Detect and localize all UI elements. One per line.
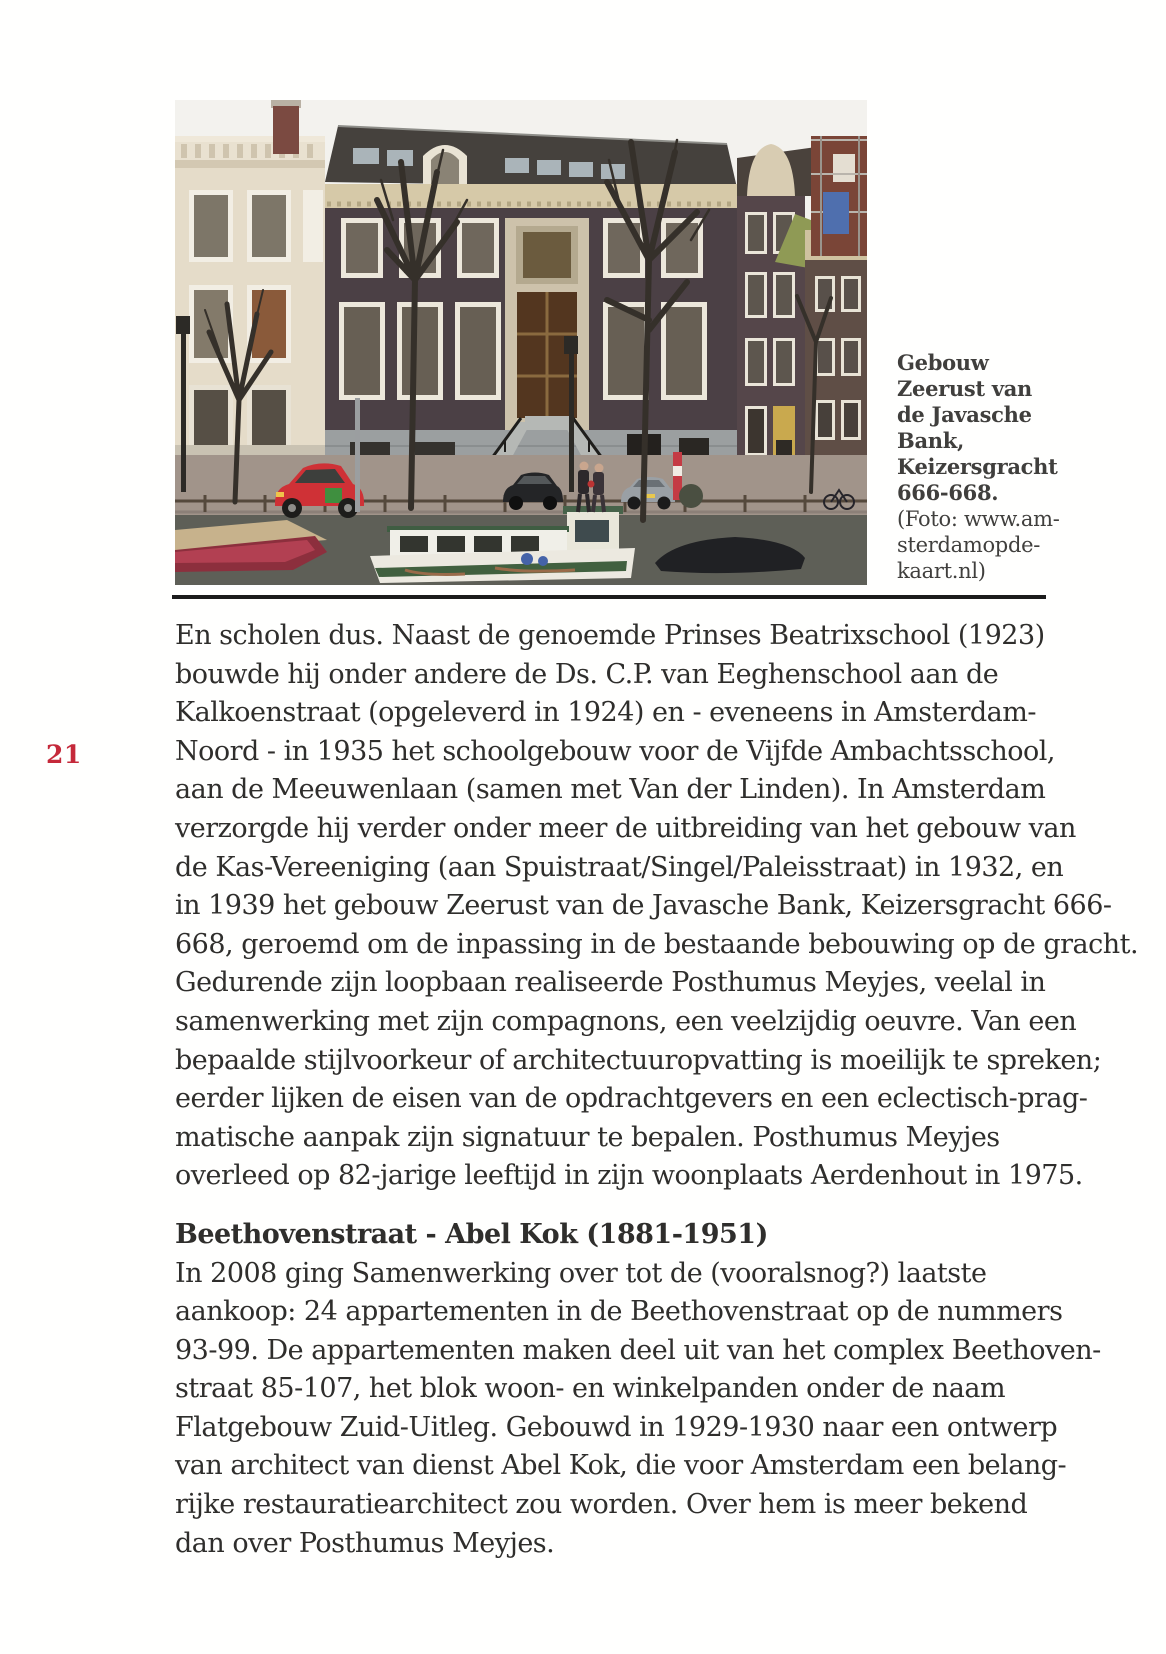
cream-building [175,100,325,490]
text-line: En scholen dus. Naast de genoemde Prinses Beatrixschool (1923) [175,620,1045,651]
caption-credit-line: sterdamopde- [897,533,1041,557]
caption-line: 666-668. [897,480,999,505]
section-divider-rule [172,595,1046,599]
text-line: in 1939 het gebouw Zeerust van de Javasche Bank, Keizersgracht 666- [175,890,1112,922]
page-number: 21 [46,740,82,769]
text-line: dan over Posthumus Meyjes. [175,1527,555,1559]
bush [679,484,703,508]
text-line: Kalkoenstraat (opgeleverd in 1924) en - eveneens in Amsterdam- [175,697,1036,729]
text-line: eerder lijken de eisen van de opdrachtgevers en een eclectisch-prag- [175,1083,1088,1115]
text-line: rijke restauratiearchitect zou worden. Over hem is meer bekend [175,1489,1028,1521]
text-line: bepaalde stijlvoorkeur of architectuuropvatting is moeilijk te spreken; [175,1044,1102,1076]
caption-credit-line: kaart.nl) [897,559,986,583]
text-line: aankoop: 24 appartementen in de Beethovenstraat op de nummers [175,1296,1063,1328]
text-line: Noord - in 1935 het schoolgebouw voor de Vijfde Ambachtsschool, [175,735,1055,767]
paragraph-spacer [175,1196,1055,1216]
text-line: van architect van dienst Abel Kok, die voor Amsterdam een belang- [175,1450,1067,1482]
text-line: In 2008 ging Samenwerking over tot de (vooralsnog?) laatste [175,1257,987,1289]
entrance-portal [505,218,589,450]
text-line: samenwerking met zijn compagnons, een veelzijdig oeuvre. Van een [175,1005,1077,1037]
text-line: Gedurende zijn loopbaan realiseerde Posthumus Meyjes, veelal in [175,967,1046,999]
text-line: matische aanpak zijn signatuur te bepalen. Posthumus Meyjes [175,1121,1000,1153]
body-text [175,617,1139,1563]
text-line: straat 85-107, het blok woon- en winkelpanden onder de naam [175,1373,1006,1405]
text-line: verzorgde hij verder onder meer de uitbreiding van het gebouw van [175,812,1076,844]
text-line: 93-99. De appartementen maken deel uit van het complex Beethoven- [175,1334,1101,1366]
photo-scene [175,100,867,585]
caption-line: Keizersgracht [897,454,1058,479]
caption-line: Zeerust van [897,376,1032,401]
text-line: 668, geroemd om de inpassing in de bestaande bebouwing op de gracht. [175,928,1139,960]
caption-line: Gebouw [897,350,989,375]
caption-line: Bank, [897,428,964,453]
text-line: bouwde hij onder andere de Ds. C.P. van Eeghenschool aan de [175,658,999,690]
text-line: Flatgebouw Zuid-Uitleg. Gebouwd in 1929-1930 naar een ontwerp [175,1411,1058,1443]
canal-buildings-photo [175,100,867,585]
section-heading: Beethovenstraat - Abel Kok (1881-1951) [175,1218,768,1250]
text-line: aan de Meeuwenlaan (samen met Van der Linden). In Amsterdam [175,774,1046,806]
caption-line: de Javasche [897,402,1032,427]
text-line: overleed op 82-jarige leeftijd in zijn woonplaats Aerdenhout in 1975. [175,1160,1083,1192]
caption-credit-line: (Foto: www.am- [897,507,1060,531]
photo-caption [897,350,1159,584]
scaffolding-building [811,136,867,256]
text-line: de Kas-Vereeniging (aan Spuistraat/Singel/Paleisstraat) in 1932, en [175,851,1064,883]
zeerust-building [325,126,737,492]
